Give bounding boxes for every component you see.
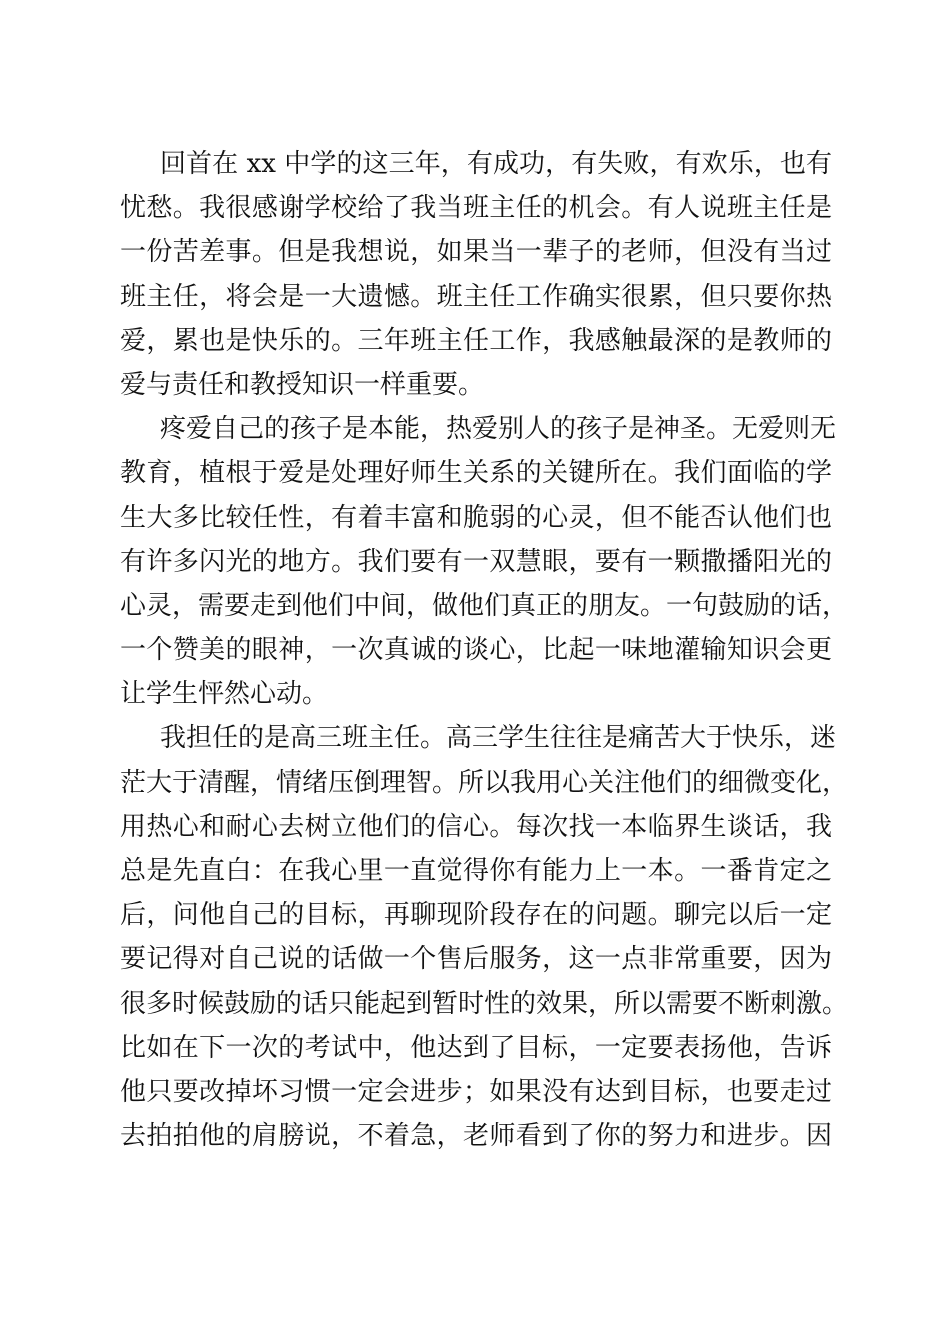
text-line: 教育，植根于爱是处理好师生关系的关键所在。我们面临的学 <box>120 458 832 489</box>
text-line: 茫大于清醒，情绪压倒理智。所以我用心关注他们的细微变化， <box>120 767 849 798</box>
text-line: 爱，累也是快乐的。三年班主任工作，我感触最深的是教师的 <box>120 325 832 356</box>
text-line: 要记得对自己说的话做一个售后服务，这一点非常重要，因为 <box>120 944 832 975</box>
text-line: 很多时候鼓励的话只能起到暂时性的效果，所以需要不断刺激。 <box>120 988 849 1019</box>
text-line: 比如在下一次的考试中，他达到了目标，一定要表扬他，告诉 <box>120 1032 832 1063</box>
paragraph-1 <box>120 142 832 407</box>
paragraph-3 <box>120 716 849 1158</box>
text-line: 生大多比较任性，有着丰富和脆弱的心灵，但不能否认他们也 <box>120 502 832 533</box>
text-line: 用热心和耐心去树立他们的信心。每次找一本临界生谈话，我 <box>120 811 832 842</box>
text-line: 有许多闪光的地方。我们要有一双慧眼，要有一颗撒播阳光的 <box>120 546 832 577</box>
text-line: 疼爱自己的孩子是本能，热爱别人的孩子是神圣。无爱则无 <box>160 414 837 445</box>
text-line: 总是先直白：在我心里一直觉得你有能力上一本。一番肯定之 <box>120 856 832 886</box>
text-line: 后，问他自己的目标，再聊现阶段存在的问题。聊完以后一定 <box>120 900 832 931</box>
text-line: 一份苦差事。但是我想说，如果当一辈子的老师，但没有当过 <box>120 237 832 268</box>
text-line: 我担任的是高三班主任。高三学生往往是痛苦大于快乐，迷 <box>160 723 837 754</box>
paragraph-2 <box>120 407 849 716</box>
text-line: 心灵，需要走到他们中间，做他们真正的朋友。一句鼓励的话， <box>120 590 849 621</box>
text-line: 忧愁。我很感谢学校给了我当班主任的机会。有人说班主任是 <box>120 193 832 224</box>
text-line: 去拍拍他的肩膀说，不着急，老师看到了你的努力和进步。因 <box>120 1121 832 1152</box>
text-line: 他只要改掉坏习惯一定会进步；如果没有达到目标，也要走过 <box>120 1076 832 1107</box>
text-line: 一个赞美的眼神，一次真诚的谈心，比起一味地灌输知识会更 <box>120 635 832 666</box>
text-line: 爱与责任和教授知识一样重要。 <box>120 369 485 400</box>
text-line: 回首在 xx 中学的这三年，有成功，有失败，有欢乐，也有 <box>160 149 832 179</box>
text-line: 让学生怦然心动。 <box>120 679 329 710</box>
text-line: 班主任，将会是一大遗憾。班主任工作确实很累，但只要你热 <box>120 281 832 312</box>
document-body <box>120 142 849 1158</box>
